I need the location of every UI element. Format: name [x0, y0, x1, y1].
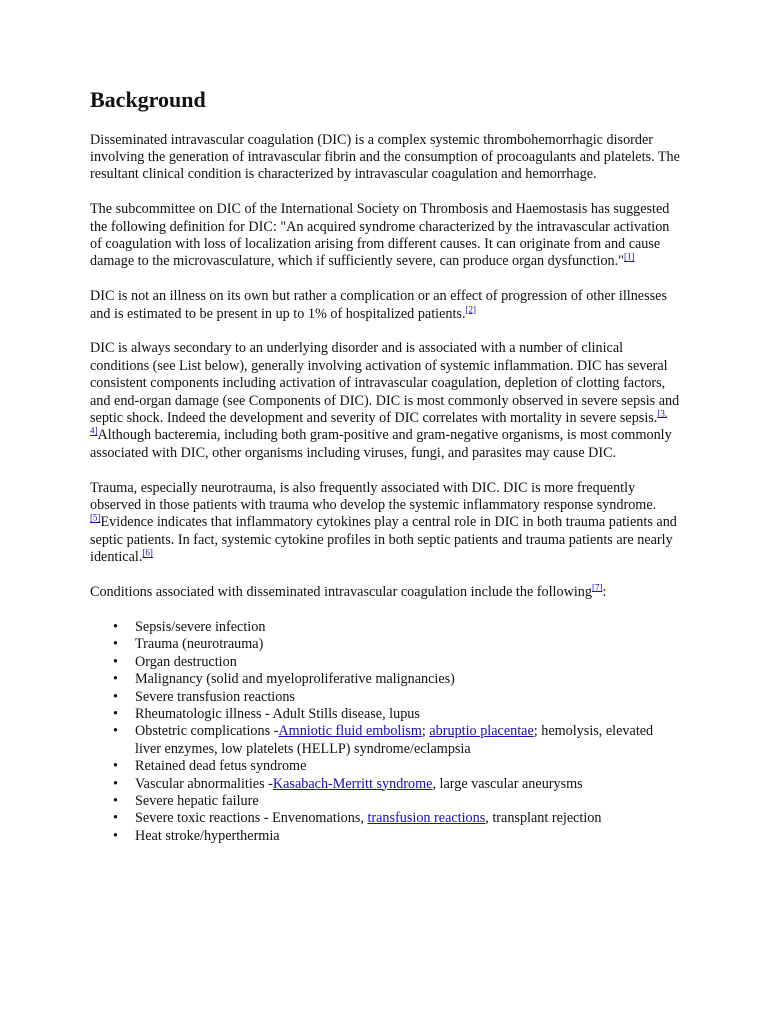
citation-link-2[interactable]: [2]: [465, 303, 476, 314]
paragraph-conditions-intro: [90, 584, 680, 601]
list-item-text: Vascular abnormalities -: [135, 775, 273, 792]
paragraph-text: Evidence indicates that inflammatory cytokines play a central role in DIC in both trauma patients and septic patients. In fact, systemic cytokine profiles in both septic patients and trauma patients are nearly identical.: [90, 514, 677, 566]
paragraph-isth-definition: [90, 201, 680, 271]
citation: [142, 548, 153, 558]
list-item: • Sepsis/severe infection: [135, 619, 680, 636]
amniotic-fluid-embolism-link[interactable]: Amniotic fluid embolism: [278, 723, 422, 740]
list-item-text: ; hemolysis, elevated liver enzymes, low platelets (HELLP) syndrome/eclampsia: [135, 723, 654, 757]
conditions-list: [90, 619, 680, 845]
article: [90, 86, 680, 845]
list-item: • Rheumatologic illness - Adult Stills disease, lupus: [135, 706, 680, 723]
list-item: • Severe transfusion reactions: [135, 689, 680, 706]
list-item: • Organ destruction: [135, 654, 680, 671]
list-item: • Retained dead fetus syndrome: [135, 758, 680, 775]
list-item-text: , large vascular aneurysms: [432, 775, 583, 792]
list-item-text: , transplant rejection: [485, 810, 602, 827]
citation: [466, 304, 477, 314]
list-item: • Malignancy (solid and myeloproliferative malignancies): [135, 671, 680, 688]
list-item: [135, 776, 680, 793]
citation: [90, 513, 101, 523]
list-item: • Trauma (neurotrauma): [135, 636, 680, 653]
paragraph-text: DIC is always secondary to an underlying disorder and is associated with a number of clinical conditions (see List below), generally involving activation of systemic inflammation. DIC has several consistent components including activation of intravascular coagulation, depletion of clotting factors, and end-organ damage (see Components of DIC). DIC is most commonly observed in severe sepsis and septic shock. Indeed the development and severity of DIC correlates with mortality in severe sepsis.: [90, 340, 680, 427]
paragraph-text: Trauma, especially neurotrauma, is also frequently associated with DIC. DIC is more frequently observed in those patients with trauma who develop the systemic inflammatory response syndrome.: [90, 479, 657, 514]
citation-link-3-4[interactable]: [3, 4]: [90, 408, 668, 436]
citation-link-1[interactable]: [1]: [623, 251, 635, 262]
citation: [592, 582, 603, 592]
paragraph-text: Conditions associated with disseminated intravascular coagulation include the following: [90, 584, 592, 601]
list-item: [135, 723, 680, 758]
citation-link-5[interactable]: [5]: [90, 512, 101, 523]
abruptio-placentae-link[interactable]: abruptio placentae: [429, 723, 534, 740]
list-item: • Severe hepatic failure: [135, 793, 680, 810]
section-heading: Background: [90, 87, 206, 112]
list-item-text: Obstetric complications -: [135, 723, 279, 740]
citation-link-7[interactable]: [7]: [591, 582, 603, 593]
citation: [624, 252, 635, 262]
list-item-text: Severe toxic reactions - Envenomations,: [135, 810, 368, 827]
paragraph-definition: [90, 132, 680, 184]
citation-link-6[interactable]: [6]: [142, 547, 153, 558]
list-item: [135, 810, 680, 827]
paragraph-text: Although bacteremia, including both gram-positive and gram-negative organisms, is most commonly associated with DIC, other organisms including viruses, fungi, and parasites may cause DIC.: [90, 427, 672, 461]
paragraph-text: The subcommittee on DIC of the International Society on Thrombosis and Haemostasis has suggested the following definition for DIC: "An acquired syndrome characterized by the intravascular activation of coagulation with loss of localization arising from different causes. It can originate from and cause damage to the microvasculature, which if sufficiently severe, can produce organ dysfunction.": [90, 201, 670, 270]
list-item: • Heat stroke/hyperthermia: [135, 828, 680, 845]
kasabach-merritt-syndrome-link[interactable]: Kasabach-Merritt syndrome: [272, 775, 433, 792]
paragraph-text: :: [602, 584, 607, 601]
paragraph-prevalence: [90, 288, 680, 323]
paragraph-text: Disseminated intravascular coagulation (DIC) is a complex systemic thrombohemorrhagic disorder involving the generation of intravascular fibrin and the consumption of procoagulants and platelets. The resultant clinical condition is characterized by intravascular coagulation and hemorrhage.: [90, 131, 680, 183]
transfusion-reactions-link[interactable]: transfusion reactions: [367, 810, 486, 827]
paragraph-secondary: [90, 340, 680, 462]
paragraph-text: DIC is not an illness on its own but rather a complication or an effect of progression of other illnesses and is estimated to be present in up to 1% of hospitalized patients.: [90, 288, 667, 322]
paragraph-trauma: [90, 480, 680, 567]
list-item-text: ;: [421, 723, 430, 740]
